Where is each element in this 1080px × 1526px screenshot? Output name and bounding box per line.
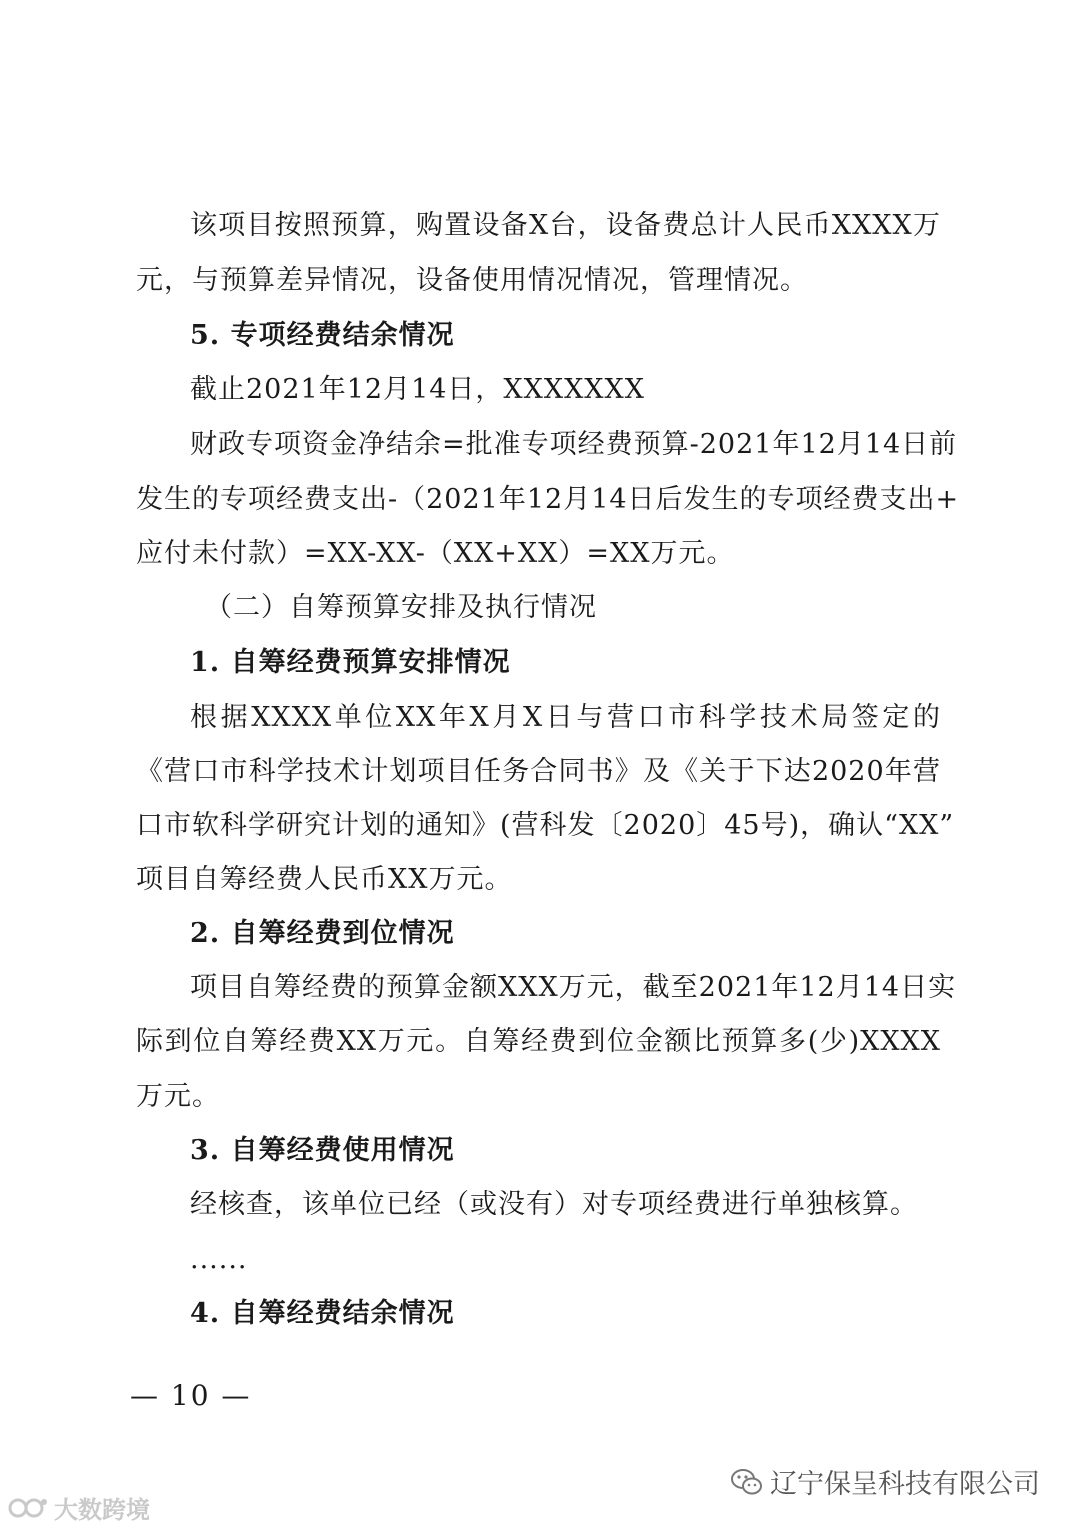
watermark-wechat-account [730, 1462, 1040, 1501]
paragraph-contract-line1: 根据XXXX单位XX年X月X日与营口市科学技术局签定的 [190, 702, 941, 733]
paragraph-contract-line3: 口市软科学研究计划的通知》(营科发〔2020〕45号)，确认“XX” [136, 810, 955, 841]
paragraph-as-of-date: 截止2021年12月14日，XXXXXXX [190, 374, 645, 405]
heading-special-fund-balance: 5. 专项经费结余情况 [190, 320, 455, 351]
wechat-icon [730, 1467, 764, 1497]
paragraph-arrival-line2: 际到位自筹经费XX万元。自筹经费到位金额比预算多(少)XXXX [136, 1026, 941, 1057]
page-number: — 10 — [130, 1379, 252, 1412]
heading-self-funded-balance: 4. 自筹经费结余情况 [190, 1298, 455, 1329]
heading-self-funded-arrival: 2. 自筹经费到位情况 [190, 918, 455, 949]
paragraph-net-balance-line2: 发生的专项经费支出-（2021年12月14日后发生的专项经费支出+ [136, 484, 960, 515]
paragraph-arrival-line3: 万元。 [136, 1081, 220, 1112]
paragraph-net-balance-line1: 财政专项资金净结余=批准专项经费预算-2021年12月14日前 [190, 429, 958, 460]
watermark-left-text: 大数跨境 [54, 1496, 150, 1524]
paragraph-equipment-line1: 该项目按照预算，购置设备X台，设备费总计人民币XXXX万 [190, 210, 941, 241]
paragraph-accounting: 经核查，该单位已经（或没有）对专项经费进行单独核算。 [190, 1189, 918, 1220]
heading-self-funded-usage: 3. 自筹经费使用情况 [190, 1135, 455, 1166]
paragraph-contract-line2: 《营口市科学技术计划项目任务合同书》及《关于下达2020年营 [136, 756, 941, 787]
watermark-right-text: 辽宁保呈科技有限公司 [770, 1469, 1040, 1500]
section-self-funded: （二）自筹预算安排及执行情况 [205, 592, 597, 623]
ellipsis-text: ...... [190, 1244, 248, 1275]
paragraph-contract-line4: 项目自筹经费人民币XX万元。 [136, 864, 513, 895]
paragraph-arrival-line1: 项目自筹经费的预算金额XXX万元，截至2021年12月14日实 [190, 972, 957, 1003]
paragraph-equipment-line2: 元，与预算差异情况，设备使用情况情况，管理情况。 [136, 265, 808, 296]
brand-logo-icon [8, 1496, 50, 1520]
paragraph-net-balance-line3: 应付未付款）=XX-XX-（XX+XX）=XX万元。 [136, 538, 735, 569]
watermark-brand [8, 1490, 150, 1525]
heading-self-funded-budget: 1. 自筹经费预算安排情况 [190, 647, 511, 678]
